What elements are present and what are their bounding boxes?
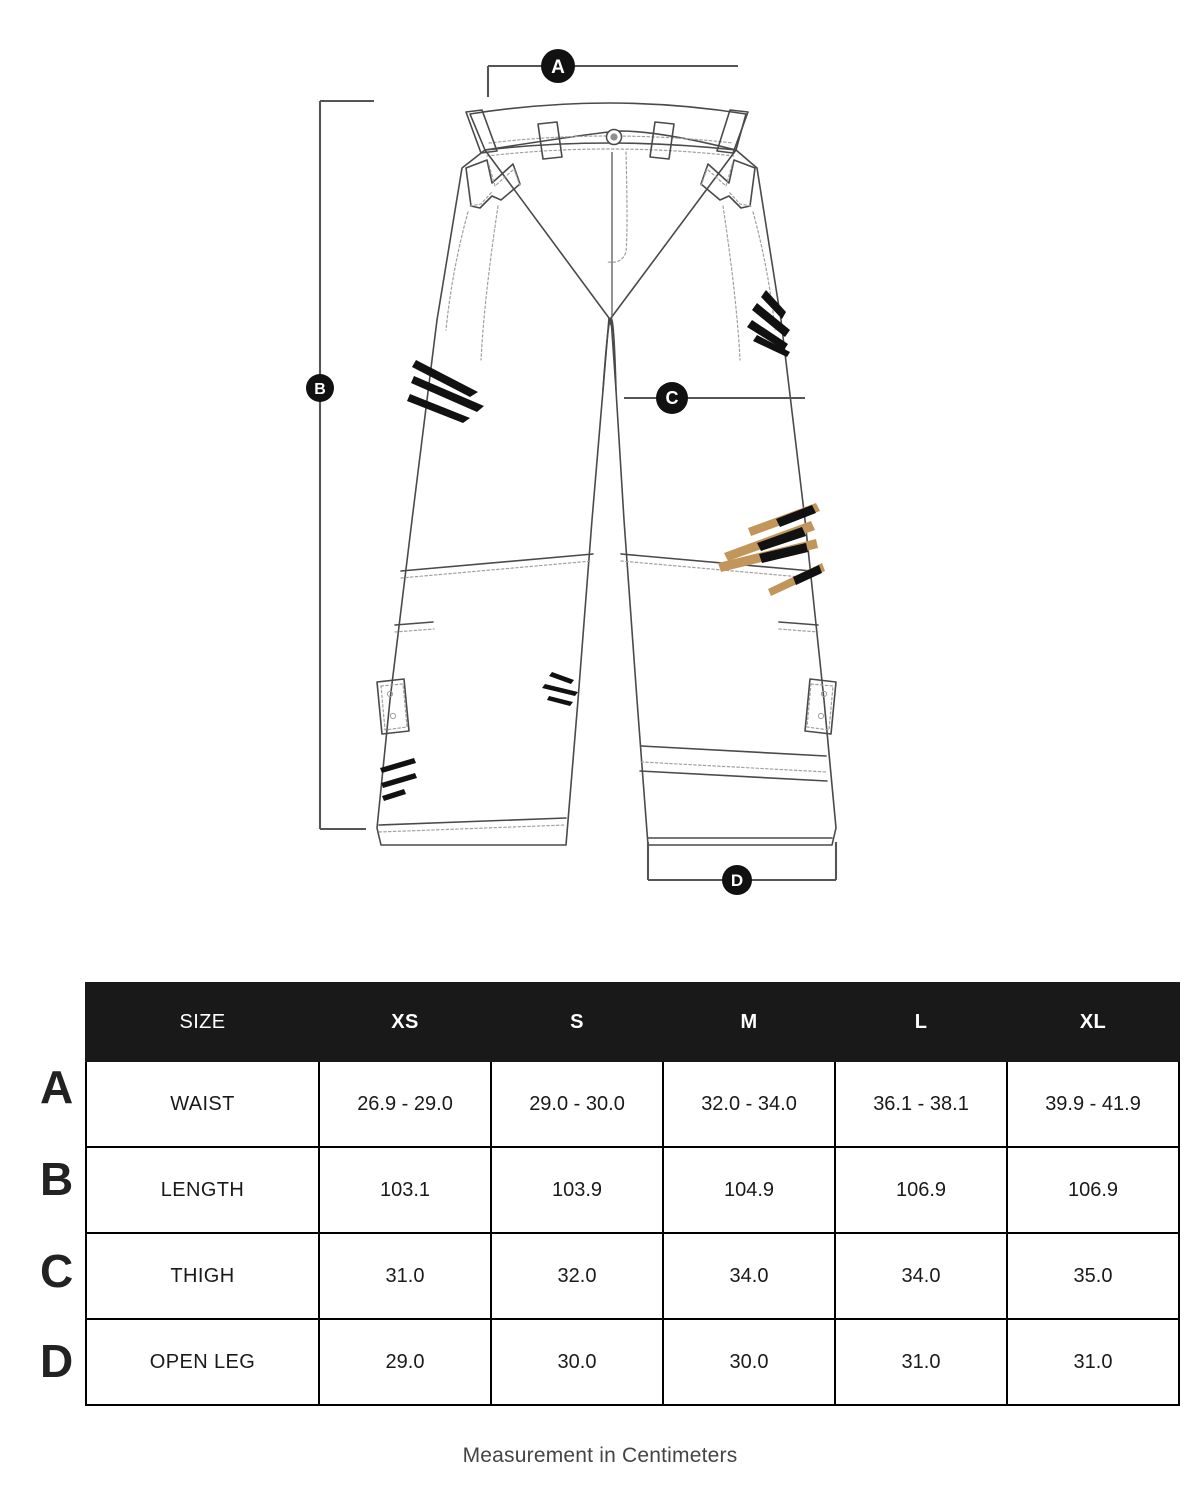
cell-waist-m: 32.0 - 34.0 xyxy=(663,1061,835,1147)
header-size-label: SIZE xyxy=(86,983,319,1061)
cell-length-s: 103.9 xyxy=(491,1147,663,1233)
cell-open-leg-m: 30.0 xyxy=(663,1319,835,1405)
table-row xyxy=(86,1061,1179,1147)
cell-thigh-xs: 31.0 xyxy=(319,1233,491,1319)
cell-length-xs: 103.1 xyxy=(319,1147,491,1233)
table-row xyxy=(86,1147,1179,1233)
svg-text:C: C xyxy=(665,388,679,408)
cell-open-leg-xs: 29.0 xyxy=(319,1319,491,1405)
marker-badge-d xyxy=(722,865,752,895)
row-letter-c: C xyxy=(40,1245,74,1297)
cell-open-leg-l: 31.0 xyxy=(835,1319,1007,1405)
marker-badge-b xyxy=(306,374,334,402)
claw-marks-left-knee xyxy=(542,672,578,706)
claw-marks-right-hip xyxy=(747,290,790,357)
table-row xyxy=(86,1233,1179,1319)
cell-length-m: 104.9 xyxy=(663,1147,835,1233)
claw-marks-left-thigh xyxy=(407,360,484,423)
row-letter-b: B xyxy=(40,1153,74,1205)
header-size-xs: XS xyxy=(319,983,491,1061)
cell-thigh-m: 34.0 xyxy=(663,1233,835,1319)
measure-name-waist: WAIST xyxy=(86,1061,319,1147)
cell-waist-l: 36.1 - 38.1 xyxy=(835,1061,1007,1147)
side-tab-right xyxy=(805,679,836,734)
marker-badge-c xyxy=(656,382,688,414)
table-row xyxy=(86,1319,1179,1405)
cell-open-leg-xl: 31.0 xyxy=(1007,1319,1179,1405)
cell-length-l: 106.9 xyxy=(835,1147,1007,1233)
size-chart-table xyxy=(85,982,1180,1406)
cell-length-xl: 106.9 xyxy=(1007,1147,1179,1233)
header-size-l: L xyxy=(835,983,1007,1061)
pants-body xyxy=(377,103,836,845)
cell-thigh-s: 32.0 xyxy=(491,1233,663,1319)
header-size-s: S xyxy=(491,983,663,1061)
side-tab-left xyxy=(377,679,409,734)
tiger-stripe-marks-right-leg xyxy=(718,503,825,596)
svg-text:A: A xyxy=(551,57,565,78)
cell-waist-xs: 26.9 - 29.0 xyxy=(319,1061,491,1147)
measure-name-thigh: THIGH xyxy=(86,1233,319,1319)
cell-waist-xl: 39.9 - 41.9 xyxy=(1007,1061,1179,1147)
svg-text:B: B xyxy=(314,381,326,398)
marker-badge-a xyxy=(541,49,575,83)
table-header-row xyxy=(86,983,1179,1061)
cell-open-leg-s: 30.0 xyxy=(491,1319,663,1405)
waist-button-icon xyxy=(607,130,622,145)
cell-thigh-l: 34.0 xyxy=(835,1233,1007,1319)
measurement-unit-note: Measurement in Centimeters xyxy=(462,1444,738,1467)
header-size-m: M xyxy=(663,983,835,1061)
row-letter-a: A xyxy=(40,1061,74,1113)
measure-name-open-leg: OPEN LEG xyxy=(86,1319,319,1405)
header-size-xl: XL xyxy=(1007,983,1179,1061)
dimension-line-a xyxy=(488,66,738,97)
cell-waist-s: 29.0 - 30.0 xyxy=(491,1061,663,1147)
dimension-line-b xyxy=(320,101,374,829)
row-letter-d: D xyxy=(40,1335,74,1387)
cell-thigh-xl: 35.0 xyxy=(1007,1233,1179,1319)
svg-text:D: D xyxy=(730,871,744,890)
measure-name-length: LENGTH xyxy=(86,1147,319,1233)
claw-marks-left-hem xyxy=(380,758,417,801)
